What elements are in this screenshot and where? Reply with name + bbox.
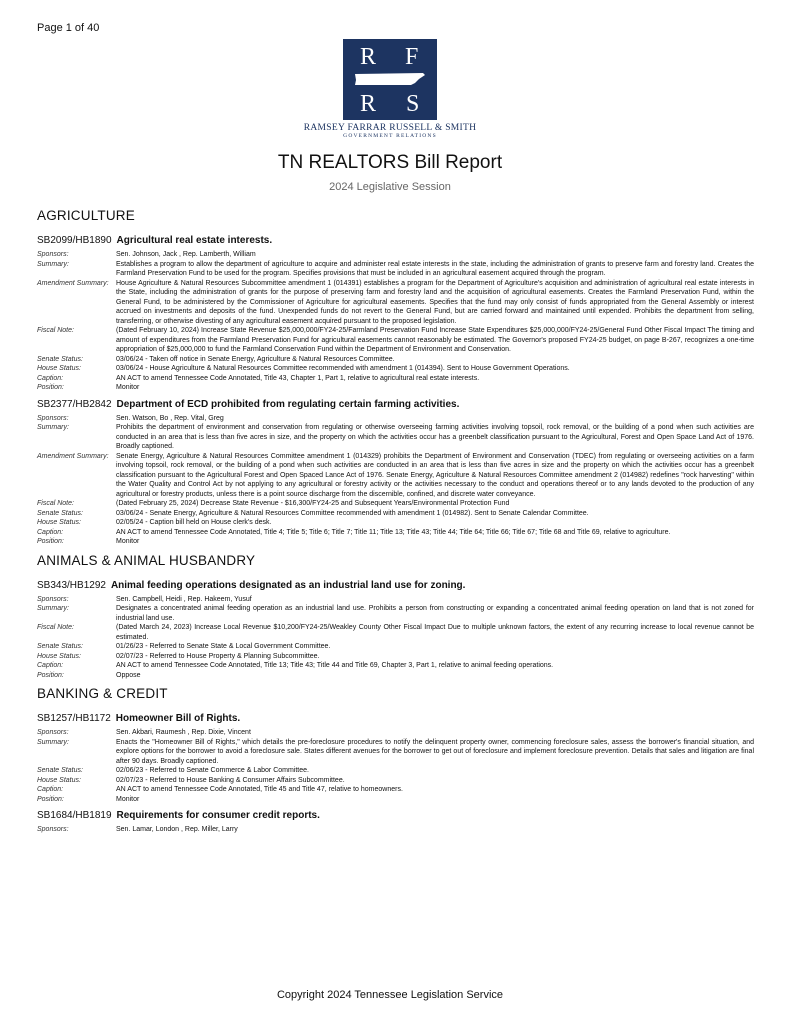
field-label: Senate Status: [37,643,83,650]
field-value: 02/07/23 - Referred to House Banking & Consumer Affairs Subcommittee. [116,776,345,784]
bill-field-summary [37,738,754,767]
field-value: 02/05/24 - Caption bill held on House clerk's desk. [116,519,272,526]
field-label: Sponsors: [37,595,69,603]
field-label: Fiscal Note: [37,624,74,631]
bill-number: SB2377/HB2842 [37,398,112,410]
firm-name: RAMSEY FARRAR RUSSELL & SMITH [303,123,477,133]
bill-number: SB343/HB1292 [37,579,106,591]
bill-field-position [37,795,754,805]
bill-field-amendment [37,452,754,500]
bill-field-position [37,671,754,681]
field-value: (Dated February 25, 2024) Decrease State Revenue - $16,300/FY24-25 and Subsequent Years/Environmental Protection Fund [116,500,510,507]
field-label: Position: [37,795,64,803]
field-label: Sponsors: [37,414,69,422]
section-heading: ANIMALS & ANIMAL HUSBANDRY [37,552,256,568]
field-label: Sponsors: [37,251,69,258]
copyright-footer: Copyright 2024 Tennessee Legislation Service [276,989,504,1001]
logo-letter-r1: R [360,44,377,70]
field-value: Senate Energy, Agriculture & Natural Resources Committee amendment 1 (014329) prohibits the Department of Environment and Conservation (TDEC) from regulating or overseeing activities on a farm involving topsoil, rock removal, or the building of a pond when such activities are conducted in an area that is less than five acres in size and the property on which the activities occur has a greenbelt classification pursuant to the Agricultural Forest and Open Spaced Lance Act of 1976. Senate Energy, Agriculture & Natural Resources Committee amendment 2 (014982) redefines "rock harvesting" within the Water Quality and Control Act by not applying to any agricultural or forestry activity or the activities necessary to the conduct and operations thereof or to any lands devoted to the production of any agricultural or forestry products, unless there is a point source discharge from the discernible, confined, and discrete water conveyance. [116,452,754,498]
field-label: House Status: [37,652,81,660]
field-value: 03/06/24 - Senate Energy, Agriculture & Natural Resources Committee recommended with amendment 1 (014982). Sent to Senate Calendar Committee. [116,509,589,517]
bill-field-summary [37,423,754,452]
bill-field-caption [37,374,754,384]
field-label: Senate Status: [37,767,83,774]
field-value: Establishes a program to allow the department of agriculture to acquire and administer real estate interests in the state, including the administration of grants to preserve farm and forestry land. Creates the Farmland Preservation Fund to be used for the program. Specifies provisions that must be included in an agricultural easement acquired through the program. [116,260,754,277]
firm-logo [343,39,437,120]
bill-title: Requirements for consumer credit reports. [116,810,320,821]
firm-tagline: GOVERNMENT RELATIONS [343,133,437,139]
bill-field-house [37,518,754,528]
field-value: AN ACT to amend Tennessee Code Annotated, Title 13; Title 43; Title 44 and Title 69, Chapter 3, Part 1, relative to animal feeding operations. [116,662,554,669]
bill-field-position [37,383,754,393]
section-heading: AGRICULTURE [37,208,135,223]
field-value: (Dated February 10, 2024) Increase State Revenue $25,000,000/FY24-25/Farmland Preservation Fund Increase State Expenditures $25,000,000/FY24-25/General Fund Other Fiscal Impact The timing and amount of expenditures from the Farmland Preservation Fund for agricultural easements cannot reasonably be estimated. The Governor's proposed FY24-25 budget, on page B-267, recognizes a one-time appropriation of $25,000,000 to fund the Farmland Conservation Fund within the Department of Environment and Conservation. [116,327,754,353]
field-label: Summary: [37,738,69,746]
field-label: Summary: [37,605,69,612]
bill-field-caption [37,785,754,795]
page-number: Page 1 of 40 [37,22,100,34]
field-value: Monitor [116,538,140,545]
field-value: 03/06/24 - Taken off notice in Senate Energy, Agriculture & Natural Resources Committee. [116,355,395,363]
tennessee-state-icon [353,72,427,86]
bill-field-senate [37,642,754,652]
field-value: Sen. Campbell, Heidi , Rep. Hakeem, Yusuf [116,595,252,603]
field-value: House Agriculture & Natural Resources Subcommittee amendment 1 (014391) establishes a program for the Department of Agriculture's acquisition and administration of agricultural real estate interests in the State, including the administration of grants for the purpose of preserving farm and forestry land and the acquisition of agricultural easements. Creates the Farmland Preservation Fund, within the General Fund, to be administered by the Commissioner of Agriculture for agricultural easements. Specifies that the fund may only consist of funds appropriated from the General Assembly or interest accrued on investments and deposits of the fund. Unexpended funds do not revert to the General Fund, but are carried forward and maintained until expended. Prohibits the department from selling, transferring, or otherwise divesting of any agricultural easement acquired pursuant to the proposed legislation. [116,279,754,325]
bill-heading [37,580,754,591]
bill-field-summary [37,604,754,623]
bill-entry [37,580,754,681]
bill-title: Department of ECD prohibited from regulating certain farming activities. [116,398,460,410]
field-label: House Status: [37,365,81,372]
field-value: 03/06/24 - House Agriculture & Natural Resources Committee recommended with amendment 1 (014394). Sent to House Government Operations. [116,365,570,372]
field-label: Caption: [37,662,64,669]
bill-field-fiscal [37,499,754,509]
report-subtitle: 2024 Legislative Session [329,181,451,193]
field-label: Amendment Summary: [37,279,109,287]
field-value: AN ACT to amend Tennessee Code Annotated, Title 43, Chapter 1, Part 1, relative to agricultural real estate interests. [116,374,480,382]
bill-field-senate [37,355,754,365]
bill-entry [37,713,754,804]
field-label: Senate Status: [37,355,83,363]
field-label: Fiscal Note: [37,500,74,507]
bill-field-sponsors [37,825,754,835]
field-value: Prohibits the department of environment and conservation from regulating or otherwise overseeing farming activities involving topsoil, rock removal, or the building of a pond when such activities are conducted in an area that is less than five acres in size, and the property on which the activities occur has a greenbelt classification pursuant to the Agricultural, Forest and Open Space Land Act of 1976. Broadly captioned. [116,424,754,450]
field-value: Sen. Lamar, London , Rep. Miller, Larry [116,826,238,833]
bill-heading [37,713,754,724]
field-label: Position: [37,538,64,545]
bill-field-amendment [37,279,754,327]
field-label: Fiscal Note: [37,327,74,334]
bill-field-sponsors [37,250,754,260]
field-label: Sponsors: [37,729,69,736]
bill-number: SB1684/HB1819 [37,810,112,821]
field-value: Oppose [116,671,141,679]
bill-heading [37,235,754,246]
bill-field-house [37,652,754,662]
bill-field-sponsors [37,414,754,424]
report-content [37,208,754,841]
bill-field-senate [37,766,754,776]
field-label: Summary: [37,260,69,268]
field-value: 02/07/23 - Referred to House Property & Planning Subcommittee. [116,652,320,660]
bill-title: Agricultural real estate interests. [116,235,273,246]
field-value: 02/06/23 - Referred to Senate Commerce & Labor Committee. [116,767,309,774]
field-label: Summary: [37,424,69,431]
field-value: Monitor [116,384,140,391]
bill-heading [37,399,754,410]
bill-number: SB2099/HB1890 [37,235,112,246]
field-value: Designates a concentrated animal feeding operation as an industrial land use. Prohibits a person from constructing or expanding a concentrated animal feeding operation on land that is not zoned for industrial land use. [116,605,754,622]
bill-field-caption [37,528,754,538]
bill-field-caption [37,661,754,671]
field-label: Amendment Summary: [37,452,109,460]
field-label: House Status: [37,519,81,526]
bill-title: Animal feeding operations designated as an industrial land use for zoning. [110,579,466,591]
field-value: Sen. Akbari, Raumesh , Rep. Dixie, Vincent [116,729,251,736]
bill-field-summary [37,260,754,279]
field-value: Enacts the "Homeowner Bill of Rights," which details the pre-foreclosure procedures to notify the delinquent property owner, commencing foreclosure sales, assess the borrower's financial situation, and explore options for the borrower to avoid a foreclosure sale. States different avenues for the borrower to get out of foreclosure and implement foreclosure prevention. Details that sales and litigation are final after 90 days. Broadly captioned. [116,738,754,765]
bill-field-position [37,537,754,547]
bill-entry [37,235,754,393]
bill-field-sponsors [37,728,754,738]
field-label: Caption: [37,374,64,382]
logo-letter-f: F [405,44,419,70]
bill-field-senate [37,509,754,519]
field-value: AN ACT to amend Tennessee Code Annotated, Title 4; Title 5; Title 6; Title 7; Title 11; Title 13; Title 43; Title 44; Title 64; Title 66; Title 67; Title 68 and Title 69, relative to agriculture. [116,528,671,536]
field-value: Sen. Watson, Bo , Rep. Vital, Greg [116,414,224,422]
field-label: Position: [37,671,64,679]
bill-title: Homeowner Bill of Rights. [115,713,241,724]
field-label: Caption: [37,786,64,793]
bill-entry [37,810,754,835]
bill-field-house [37,776,754,786]
report-title: TN REALTORS Bill Report [277,152,503,173]
logo-letter-s: S [406,91,420,117]
logo-letter-r2: R [360,91,377,117]
field-value: 01/26/23 - Referred to Senate State & Local Government Committee. [116,643,331,650]
bill-number: SB1257/HB1172 [37,713,111,724]
bill-field-house [37,364,754,374]
field-value: AN ACT to amend Tennessee Code Annotated, Title 45 and Title 47, relative to homeowners. [116,786,403,793]
field-value: Sen. Johnson, Jack , Rep. Lamberth, William [116,251,256,258]
bill-field-sponsors [37,595,754,605]
bill-entry [37,399,754,547]
field-label: House Status: [37,776,81,784]
field-label: Sponsors: [37,826,69,833]
field-value: (Dated March 24, 2023) Increase Local Revenue $10,200/FY24-25/Weakley County Other Fiscal Impact Due to multiple unknown factors, the extent of any recurring increase to local revenue cannot be estimated. [116,624,754,641]
bill-heading [37,810,754,821]
field-label: Position: [37,384,64,391]
field-value: Monitor [116,795,140,803]
bill-field-fiscal [37,326,754,355]
field-label: Caption: [37,528,64,536]
section-heading: BANKING & CREDIT [37,686,168,701]
field-label: Senate Status: [37,509,83,517]
bill-field-fiscal [37,623,754,642]
